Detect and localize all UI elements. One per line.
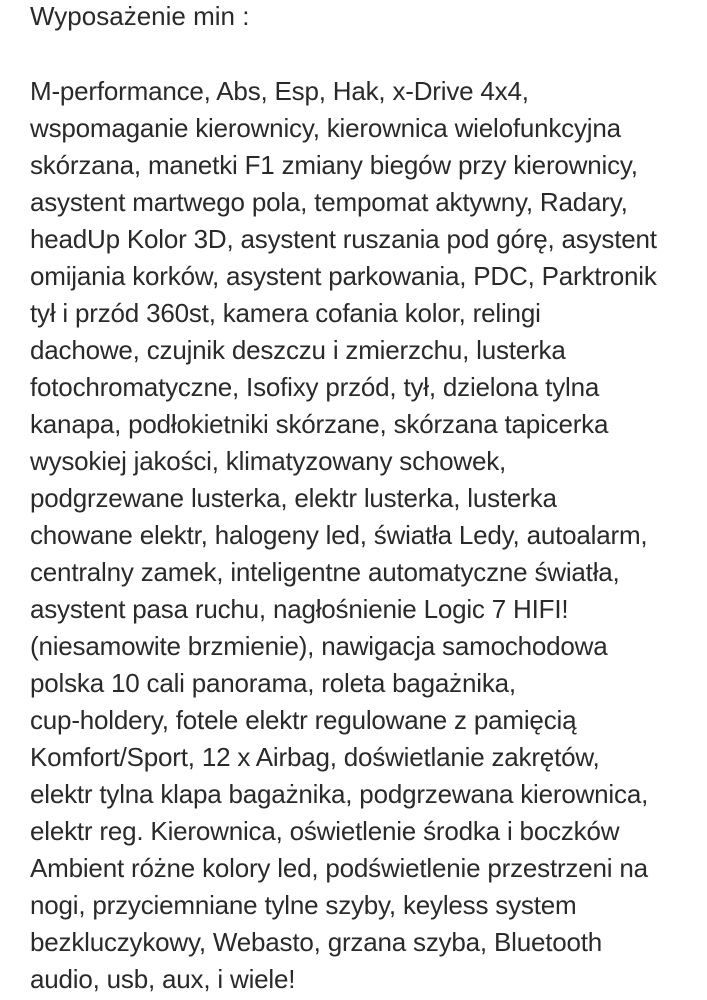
text-line: headUp Kolor 3D, asystent ruszania pod górę, asystent <box>30 224 657 254</box>
text-line: fotochromatyczne, Isofixy przód, tył, dzielona tylna <box>30 372 600 402</box>
text-line: polska 10 cali panorama, roleta bagażnika, <box>30 668 516 698</box>
text-line: M-performance, Abs, Esp, Hak, x-Drive 4x4, <box>30 76 529 106</box>
text-line: Ambient różne kolory led, podświetlenie przestrzeni na <box>30 853 648 883</box>
text-line: kanapa, podłokietniki skórzane, skórzana tapicerka <box>30 409 609 439</box>
text-line: skórzana, manetki F1 zmiany biegów przy kierownicy, <box>30 150 638 180</box>
text-line: bezkluczykowy, Webasto, grzana szyba, Bluetooth <box>30 927 603 957</box>
document <box>30 0 700 998</box>
text-line: tył i przód 360st, kamera cofania kolor, relingi <box>30 298 541 328</box>
text-line: cup-holdery, fotele elektr regulowane z pamięcią <box>30 705 577 735</box>
text-line: nogi, przyciemniane tylne szyby, keyless system <box>30 890 577 920</box>
text-line: dachowe, czujnik deszczu i zmierzchu, lusterka <box>30 335 566 365</box>
text-line: centralny zamek, inteligentne automatyczne światła, <box>30 557 620 587</box>
paragraph-spacer <box>30 36 700 73</box>
text-line: omijania korków, asystent parkowania, PDC, Parktronik <box>30 261 657 291</box>
text-line: podgrzewane lusterka, elektr lusterka, lusterka <box>30 483 557 513</box>
text-line: elektr reg. Kierownica, oświetlenie środka i boczków <box>30 816 620 846</box>
feature-paragraph <box>30 73 700 998</box>
text-line: elektr tylna klapa bagażnika, podgrzewana kierownica, <box>30 779 649 809</box>
text-line: Komfort/Sport, 12 x Airbag, doświetlanie zakrętów, <box>30 742 600 772</box>
text-line: wysokiej jakości, klimatyzowany schowek, <box>30 446 507 476</box>
text-line: audio, usb, aux, i wiele! <box>30 964 296 994</box>
text-line: wspomaganie kierownicy, kierownica wielofunkcyjna <box>30 113 621 143</box>
text-line: asystent pasa ruchu, nagłośnienie Logic 7 HIFI! <box>30 594 569 624</box>
text-line: asystent martwego pola, tempomat aktywny, Radary, <box>30 187 628 217</box>
text-line: (niesamowite brzmienie), nawigacja samochodowa <box>30 631 608 661</box>
document-heading: Wyposażenie min : <box>30 1 250 31</box>
text-line: chowane elektr, halogeny led, światła Ledy, autoalarm, <box>30 520 648 550</box>
